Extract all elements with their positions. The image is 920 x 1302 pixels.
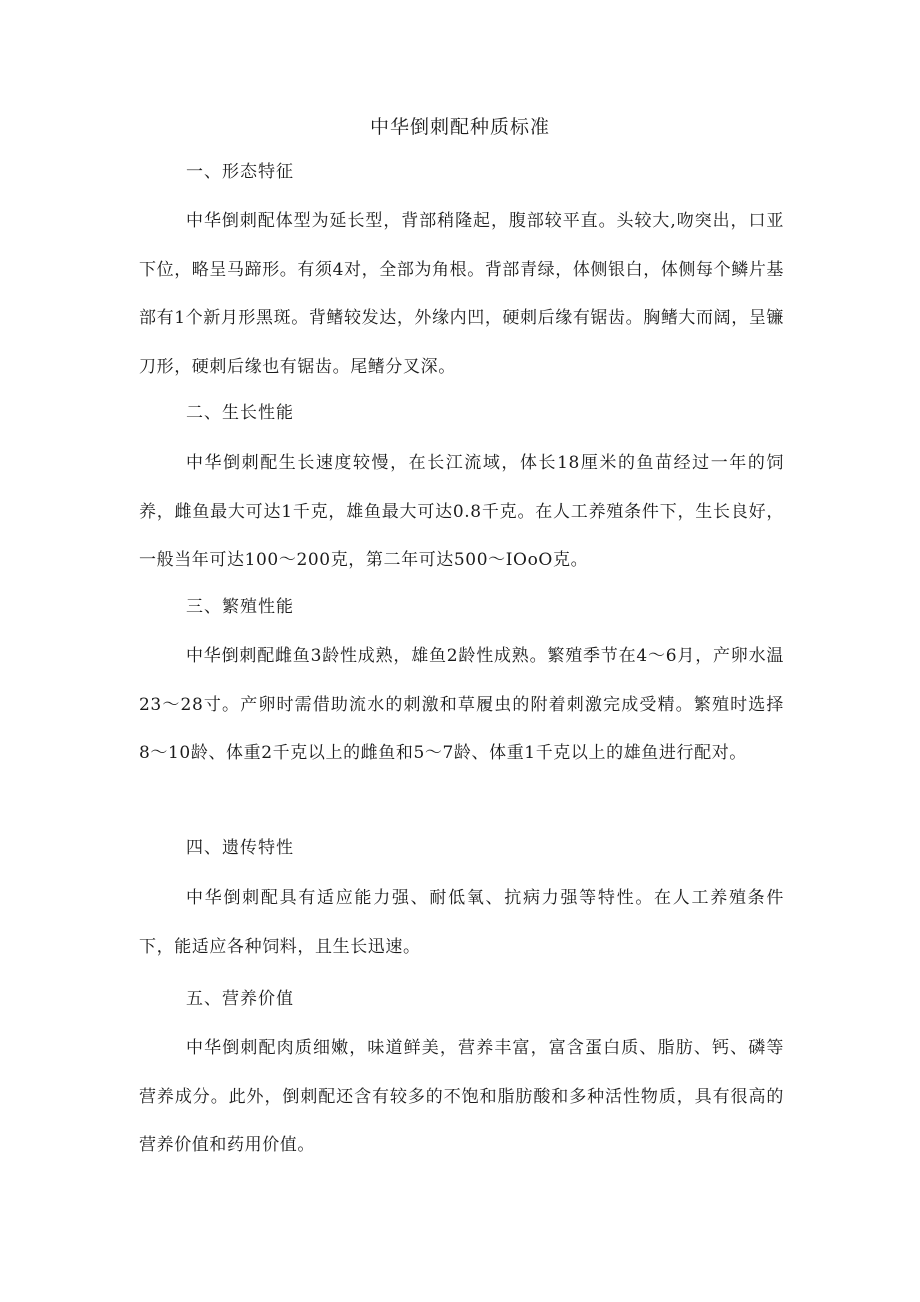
section-body-genetics: 中华倒刺配具有适应能力强、耐低氧、抗病力强等特性。在人工养殖条件下，能适应各种饲料，且生长迅速。 [139, 888, 784, 957]
section-heading-morphology: 一、形态特征 [186, 162, 294, 182]
document-title: 中华倒刺配种质标准 [369, 116, 550, 138]
section-heading-genetics: 四、遗传特性 [186, 838, 294, 858]
section-body-growth: 中华倒刺配生长速度较慢，在长江流域，体长18厘米的鱼苗经过一年的饲养，雌鱼最大可达1千克，雄鱼最大可达0.8千克。在人工养殖条件下，生长良好，一般当年可达100〜200克，第二年可达500〜IOoO克。 [139, 453, 784, 570]
section-heading-reproduction: 三、繁殖性能 [186, 597, 294, 617]
section-heading-nutrition: 五、营养价值 [186, 989, 294, 1009]
section-body-morphology: 中华倒刺配体型为延长型，背部稍隆起，腹部较平直。头较大,吻突出，口亚下位，略呈马蹄形。有须4对，全部为角根。背部青绿，体侧银白，体侧每个鳞片基部有1个新月形黑斑。背鳍较发达，外缘内凹，硬刺后缘有锯齿。胸鳍大而阔，呈镰刀形，硬刺后缘也有锯齿。尾鳍分叉深。 [139, 211, 785, 377]
section-heading-growth: 二、生长性能 [186, 403, 294, 423]
section-body-nutrition: 中华倒刺配肉质细嫩，味道鲜美，营养丰富，富含蛋白质、脂肪、钙、磷等营养成分。此外，倒刺配还含有较多的不饱和脂肪酸和多种活性物质，具有很高的营养价值和药用价值。 [139, 1038, 784, 1155]
section-body-reproduction: 中华倒刺配雌鱼3龄性成熟，雄鱼2龄性成熟。繁殖季节在4〜6月，产卵水温23〜28寸。产卵时需借助流水的刺激和草履虫的附着刺激完成受精。繁殖时选择8〜10龄、体重2千克以上的雌鱼和5〜7龄、体重1千克以上的雄鱼进行配对。 [139, 646, 784, 763]
